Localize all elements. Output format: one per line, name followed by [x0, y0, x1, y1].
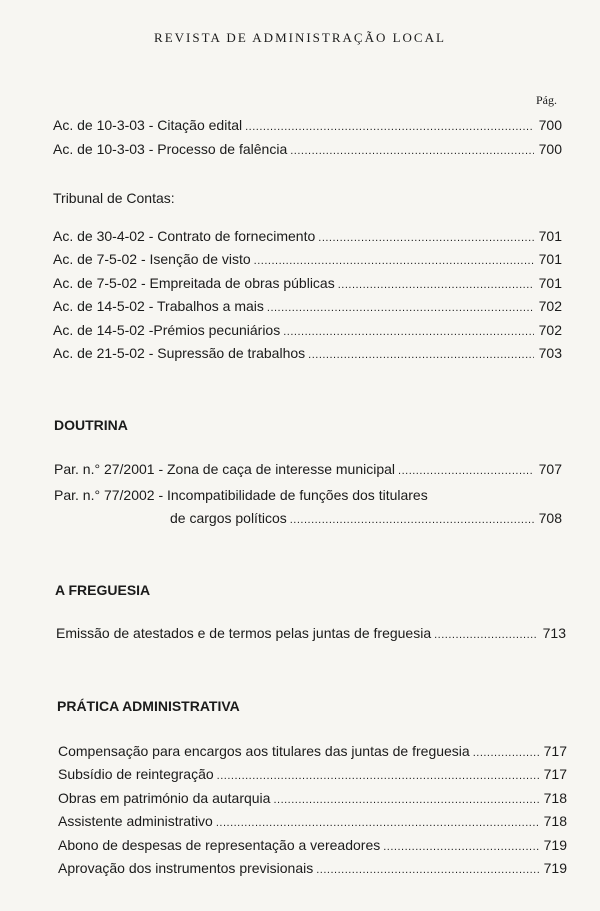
- dot-leader: [273, 794, 539, 806]
- toc-entry-page: 707: [538, 461, 562, 477]
- toc-entry: [58, 743, 567, 765]
- toc-entry-page: 701: [538, 275, 562, 291]
- toc-entry-title: Abono de despesas de representação a vereadores: [58, 837, 381, 853]
- toc-entry-page: 713: [542, 625, 566, 641]
- toc-entry: [53, 228, 562, 250]
- toc-entry-title: Ac. de 21-5-02 - Supressão de trabalhos: [53, 345, 306, 361]
- toc-entry-title-continuation: de cargos políticos: [170, 510, 287, 526]
- toc-entry-title: Subsídio de reintegração: [58, 766, 214, 782]
- toc-entry: [58, 860, 567, 882]
- toc-entry-title: Ac. de 10-3-03 - Processo de falência: [53, 141, 288, 157]
- dot-leader: [434, 629, 538, 641]
- dot-leader: [283, 326, 534, 338]
- toc-entry: [58, 837, 567, 859]
- toc-entry-page: 700: [538, 117, 562, 133]
- page-header: REVISTA DE ADMINISTRAÇÃO LOCAL: [154, 30, 446, 45]
- toc-entry-title: Ac. de 30-4-02 - Contrato de fornecimento: [53, 228, 316, 244]
- section-heading-pratica: PRÁTICA ADMINISTRATIVA: [57, 698, 240, 714]
- dot-leader: [318, 232, 534, 244]
- toc-entry-page: 701: [538, 251, 562, 267]
- section-heading-freguesia: A FREGUESIA: [55, 582, 151, 598]
- toc-entry-title: Ac. de 7-5-02 - Empreitada de obras públicas: [53, 275, 335, 291]
- toc-entry-title: Par. n.° 77/2002 - Incompatibilidade de funções dos titulares: [54, 487, 428, 503]
- toc-entry-page: 708: [538, 510, 562, 526]
- toc-entry: [170, 510, 562, 532]
- toc-entry-page: 717: [543, 766, 567, 782]
- toc-entry-page: 719: [543, 837, 567, 853]
- toc-entry: [56, 625, 566, 647]
- dot-leader: [398, 465, 534, 477]
- dot-leader: [217, 770, 539, 782]
- toc-entry-title: Par. n.° 27/2001 - Zona de caça de interesse municipal: [54, 461, 396, 477]
- toc-entry: [58, 790, 567, 812]
- toc-entry: [58, 766, 567, 788]
- dot-leader: [245, 121, 534, 133]
- toc-entry-page: 718: [543, 813, 567, 829]
- dot-leader: [308, 349, 534, 361]
- toc-entry: [53, 298, 562, 320]
- toc-entry-page: 701: [538, 228, 562, 244]
- toc-entry-title: Ac. de 14-5-02 -Prémios pecuniários: [53, 322, 281, 338]
- toc-entry-title: Compensação para encargos aos titulares das juntas de freguesia: [58, 743, 470, 759]
- toc-entry-page: 718: [543, 790, 567, 806]
- toc-entry-page: 700: [538, 141, 562, 157]
- toc-entry-title: Emissão de atestados e de termos pelas juntas de freguesia: [56, 625, 432, 641]
- toc-entry-title: Assistente administrativo: [58, 813, 213, 829]
- dot-leader: [267, 302, 534, 314]
- toc-entry-title: Ac. de 7-5-02 - Isenção de visto: [53, 251, 251, 267]
- toc-entry-title: Ac. de 14-5-02 - Trabalhos a mais: [53, 298, 264, 314]
- toc-entry-page: 719: [543, 860, 567, 876]
- section-heading-doutrina: DOUTRINA: [54, 417, 128, 433]
- dot-leader: [290, 514, 534, 526]
- toc-entry-title: Ac. de 10-3-03 - Citação edital: [53, 117, 243, 133]
- toc-entry: [54, 461, 562, 483]
- toc-entry-title: Aprovação dos instrumentos previsionais: [58, 860, 314, 876]
- dot-leader: [216, 817, 539, 829]
- toc-entry: [53, 251, 562, 273]
- toc-entry: [58, 813, 567, 835]
- toc-entry-title: Obras em património da autarquia: [58, 790, 271, 806]
- toc-entry: [53, 275, 562, 297]
- dot-leader: [316, 864, 539, 876]
- toc-entry-page: 702: [538, 298, 562, 314]
- dot-leader: [338, 279, 534, 291]
- toc-entry: [53, 141, 562, 163]
- section-subheading: Tribunal de Contas:: [53, 190, 175, 206]
- dot-leader: [473, 747, 539, 759]
- toc-entry-page: 717: [543, 743, 567, 759]
- dot-leader: [254, 255, 534, 267]
- dot-leader: [290, 145, 534, 157]
- toc-entry-page: 703: [538, 345, 562, 361]
- dot-leader: [383, 841, 539, 853]
- toc-entry: [53, 322, 562, 344]
- page-column-label: Pág.: [536, 93, 557, 107]
- toc-entry-page: 702: [538, 322, 562, 338]
- toc-entry: [53, 117, 562, 139]
- toc-entry: [53, 345, 562, 367]
